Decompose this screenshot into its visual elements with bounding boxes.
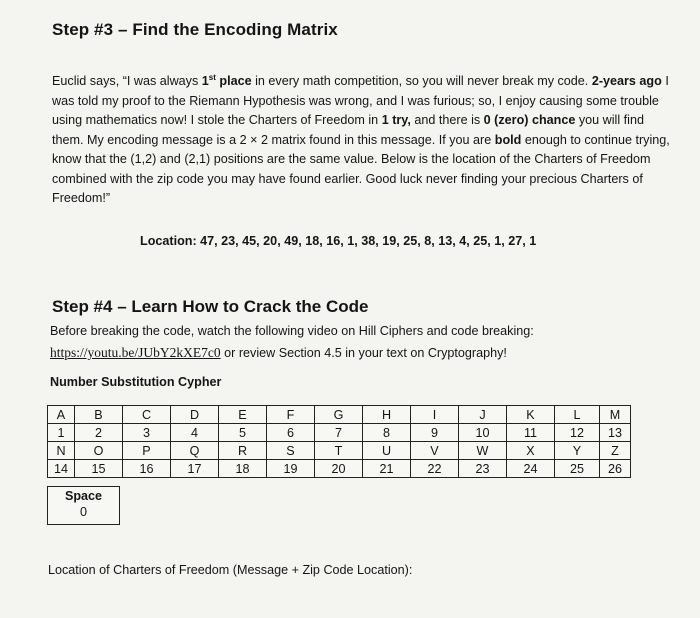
cipher-cell: 16 xyxy=(123,460,171,478)
cipher-cell: 14 xyxy=(48,460,75,478)
para-bold: place xyxy=(215,74,252,88)
cipher-cell: U xyxy=(363,442,411,460)
para-sup: st xyxy=(208,72,216,82)
step4-instruction: Before breaking the code, watch the following video on Hill Ciphers and code breaking: xyxy=(50,324,534,338)
para-bold: bold xyxy=(494,132,522,147)
cipher-cell: 8 xyxy=(363,424,411,442)
cipher-cell: Q xyxy=(171,442,219,460)
cipher-cell: W xyxy=(459,442,507,460)
cipher-cell: M xyxy=(600,406,631,424)
para-bold: 1 xyxy=(201,74,209,88)
cipher-cell: H xyxy=(363,406,411,424)
cipher-cell: 18 xyxy=(219,460,267,478)
cipher-cell: T xyxy=(315,442,363,460)
cipher-cell: V xyxy=(411,442,459,460)
cipher-cell: 12 xyxy=(555,424,600,442)
cipher-cell: K xyxy=(507,406,555,424)
cipher-row xyxy=(48,424,631,442)
cipher-cell: 9 xyxy=(411,424,459,442)
cipher-cell: 25 xyxy=(555,460,600,478)
cipher-cell: R xyxy=(219,442,267,460)
cipher-row xyxy=(48,460,631,478)
para-text: I was told my proof to the Riemann Hypothesis was wrong, and I was furious; so, I enjoy causing some trouble using mathematics now! I stole the Charters of Freedom in xyxy=(52,74,669,127)
space-value: 0 xyxy=(79,505,87,519)
para-bold: 2-years ago xyxy=(591,74,662,88)
table-title: Number Substitution Cypher xyxy=(50,375,222,389)
cipher-cell: Y xyxy=(555,442,600,460)
cipher-cell: D xyxy=(171,406,219,424)
cipher-cell: 26 xyxy=(600,460,631,478)
space-label: Space xyxy=(64,489,103,503)
cipher-cell: 19 xyxy=(267,460,315,478)
para-text: enough to continue trying, know that the (1,2) and (2,1) positions are the same value. Below is the location of the Charters of Freedom combined with the zip code you may have found earlier. Good luck never finding your precious Charters of Freedom!” xyxy=(52,132,670,205)
cipher-cell: I xyxy=(411,406,459,424)
cipher-cell: 20 xyxy=(315,460,363,478)
cipher-cell: 2 xyxy=(75,424,123,442)
cipher-cell: 21 xyxy=(363,460,411,478)
cipher-cell: 6 xyxy=(267,424,315,442)
cipher-cell: 15 xyxy=(75,460,123,478)
location-numbers: Location: 47, 23, 45, 20, 49, 18, 16, 1, 38, 19, 25, 8, 13, 4, 25, 1, 27, 1 xyxy=(140,234,537,248)
para-text: Euclid says, “I was always xyxy=(52,74,202,88)
para-bold: 1 try, xyxy=(381,113,411,127)
cipher-cell: 13 xyxy=(600,424,631,442)
cipher-cell: N xyxy=(48,442,75,460)
euclid-paragraph xyxy=(52,72,677,209)
cipher-cell: 3 xyxy=(123,424,171,442)
video-link[interactable]: https://youtu.be/JUbY2kXE7c0 xyxy=(50,345,221,360)
step4-link-rest: or review Section 4.5 in your text on Cryptography! xyxy=(220,346,507,360)
cipher-cell: 22 xyxy=(411,460,459,478)
space-cell xyxy=(47,486,120,525)
cipher-cell: 24 xyxy=(507,460,555,478)
cipher-cell: 4 xyxy=(171,424,219,442)
step4-title: Step #4 – Learn How to Crack the Code xyxy=(52,297,369,316)
step4-link-line xyxy=(50,345,507,361)
para-text: and there is xyxy=(410,113,484,127)
cipher-cell: J xyxy=(459,406,507,424)
cipher-cell: P xyxy=(123,442,171,460)
cipher-cell: 11 xyxy=(507,424,555,442)
para-bold: 0 (zero) chance xyxy=(483,113,576,127)
cipher-cell: L xyxy=(555,406,600,424)
footer-prompt: Location of Charters of Freedom (Message + Zip Code Location): xyxy=(48,563,413,577)
cipher-cell: F xyxy=(267,406,315,424)
para-text: in every math competition, so you will never break my code. xyxy=(251,74,592,88)
cipher-cell: 17 xyxy=(171,460,219,478)
cipher-cell: Z xyxy=(600,442,631,460)
cipher-cell: X xyxy=(507,442,555,460)
cipher-cell: 10 xyxy=(459,424,507,442)
cipher-cell: B xyxy=(75,406,123,424)
step3-title: Step #3 – Find the Encoding Matrix xyxy=(52,20,338,39)
cipher-cell: 5 xyxy=(219,424,267,442)
cipher-cell: S xyxy=(267,442,315,460)
cipher-cell: G xyxy=(315,406,363,424)
cipher-row xyxy=(48,442,631,460)
cipher-cell: 7 xyxy=(315,424,363,442)
cipher-cell: 1 xyxy=(48,424,75,442)
cipher-table xyxy=(47,405,631,478)
cipher-cell: C xyxy=(123,406,171,424)
cipher-cell: O xyxy=(75,442,123,460)
para-text: you will find them. My encoding message is a 2 × 2 matrix found in this message. If you are xyxy=(52,113,644,147)
cipher-cell: A xyxy=(48,406,75,424)
cipher-row xyxy=(48,406,631,424)
cipher-cell: 23 xyxy=(459,460,507,478)
cipher-cell: E xyxy=(219,406,267,424)
